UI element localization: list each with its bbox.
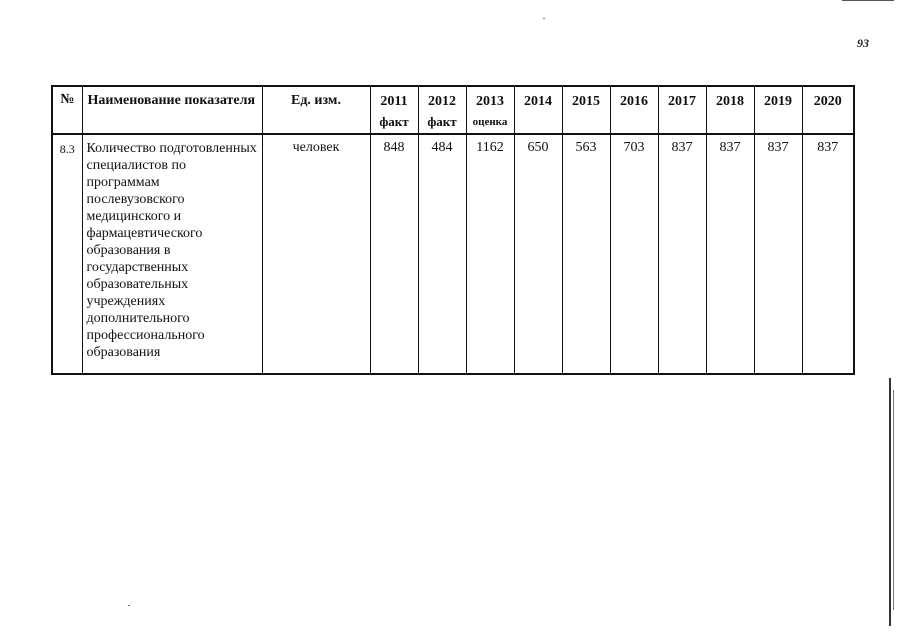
scan-artifact-line	[893, 390, 894, 610]
value-cell: 703	[610, 134, 658, 374]
column-header-unit: Ед. изм.	[262, 86, 370, 134]
column-header-year	[658, 86, 706, 134]
year-label: 2018	[716, 94, 744, 109]
table-header-row	[52, 86, 854, 134]
column-header-year	[562, 86, 610, 134]
column-header-year	[610, 86, 658, 134]
column-header-name: Наименование показателя	[82, 86, 262, 134]
year-label: 2019	[764, 94, 792, 109]
year-label: 2016	[620, 94, 648, 109]
value-cell: 1162	[466, 134, 514, 374]
column-header-year	[754, 86, 802, 134]
year-label: 2013	[476, 94, 504, 109]
year-label: 2012	[428, 94, 456, 109]
column-header-year	[466, 86, 514, 134]
row-number: 8.3	[52, 134, 82, 374]
value-cell: 563	[562, 134, 610, 374]
table-row	[52, 134, 854, 374]
year-label: 2015	[572, 94, 600, 109]
value-cell: 837	[754, 134, 802, 374]
year-note: факт	[427, 114, 457, 129]
indicator-table	[51, 85, 855, 375]
column-header-year	[802, 86, 854, 134]
scan-speck	[543, 18, 545, 19]
value-cell: 484	[418, 134, 466, 374]
value-cell: 837	[802, 134, 854, 374]
scan-artifact-line	[889, 378, 891, 626]
unit-cell: человек	[262, 134, 370, 374]
column-header-year	[706, 86, 754, 134]
year-note: оценка	[472, 116, 508, 128]
scan-artifact-line	[842, 0, 894, 1]
year-label: 2017	[668, 94, 696, 109]
year-label: 2014	[524, 94, 552, 109]
value-cell: 837	[706, 134, 754, 374]
column-header-year	[370, 86, 418, 134]
value-cell: 650	[514, 134, 562, 374]
column-header-no: №	[52, 86, 82, 134]
value-cell: 837	[658, 134, 706, 374]
column-header-year	[514, 86, 562, 134]
year-label: 2011	[380, 94, 408, 109]
indicator-name: Количество подготовленных специалистов по программам послевузовского медицинского и фармацевтического образования в государственных образовательных учреждениях дополнительного профессионального образования	[82, 134, 262, 374]
year-note: факт	[379, 114, 409, 129]
year-label: 2020	[813, 94, 842, 109]
value-cell: 848	[370, 134, 418, 374]
column-header-year	[418, 86, 466, 134]
page-number: 93	[857, 36, 869, 50]
scan-speck	[128, 605, 130, 606]
